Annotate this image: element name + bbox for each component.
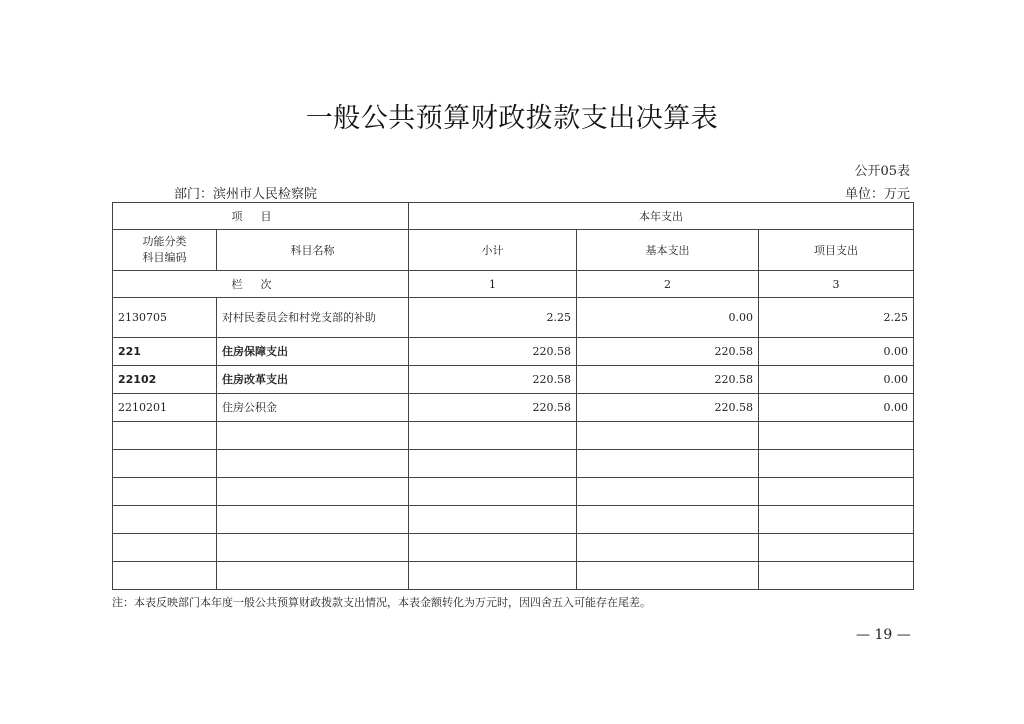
row-subtotal: 2.25	[409, 298, 577, 338]
row-code: 2210201	[113, 394, 217, 422]
table-row	[113, 338, 914, 366]
row-project: 0.00	[759, 338, 914, 366]
table-note: 注：本表反映部门本年度一般公共预算财政拨款支出情况，本表金额转化为万元时，因四舍五入可能存在尾差。	[112, 596, 651, 609]
row-name: 住房改革支出	[217, 366, 409, 394]
row-subtotal: 220.58	[409, 394, 577, 422]
header-item: 项目	[113, 203, 409, 230]
header-name: 科目名称	[217, 230, 409, 271]
header-project: 项目支出	[759, 230, 914, 271]
column-index-label: 栏次	[113, 271, 409, 298]
empty-row	[113, 422, 914, 450]
row-name: 住房保障支出	[217, 338, 409, 366]
column-index-3: 3	[759, 271, 914, 298]
column-index-1: 1	[409, 271, 577, 298]
table-header-row	[113, 203, 914, 230]
expenditure-table	[112, 202, 914, 590]
row-project: 0.00	[759, 394, 914, 422]
unit-label: 单位：万元	[844, 187, 910, 202]
empty-row	[113, 562, 914, 590]
row-basic: 0.00	[577, 298, 759, 338]
row-basic: 220.58	[577, 366, 759, 394]
row-basic: 220.58	[577, 394, 759, 422]
row-project: 2.25	[759, 298, 914, 338]
empty-row	[113, 506, 914, 534]
table-header-row	[113, 230, 914, 271]
empty-row	[113, 478, 914, 506]
header-current-year: 本年支出	[409, 203, 914, 230]
header-basic: 基本支出	[577, 230, 759, 271]
empty-row	[113, 450, 914, 478]
page-title: 一般公共预算财政拨款支出决算表	[305, 103, 719, 134]
row-code: 2130705	[113, 298, 217, 338]
row-project: 0.00	[759, 366, 914, 394]
column-index-2: 2	[577, 271, 759, 298]
row-code: 221	[113, 338, 217, 366]
table-row	[113, 366, 914, 394]
page-number: — 19 —	[856, 627, 911, 643]
row-name: 住房公积金	[217, 394, 409, 422]
department-label: 部门：滨州市人民检察院	[174, 187, 318, 202]
row-basic: 220.58	[577, 338, 759, 366]
header-subtotal: 小计	[409, 230, 577, 271]
table-row	[113, 298, 914, 338]
empty-row	[113, 534, 914, 562]
row-subtotal: 220.58	[409, 338, 577, 366]
table-row	[113, 394, 914, 422]
row-subtotal: 220.58	[409, 366, 577, 394]
header-code: 功能分类 科目编码	[113, 230, 217, 271]
column-index-row	[113, 271, 914, 298]
row-name: 对村民委员会和村党支部的补助	[217, 298, 409, 338]
form-number: 公开05表	[854, 164, 910, 179]
row-code: 22102	[113, 366, 217, 394]
